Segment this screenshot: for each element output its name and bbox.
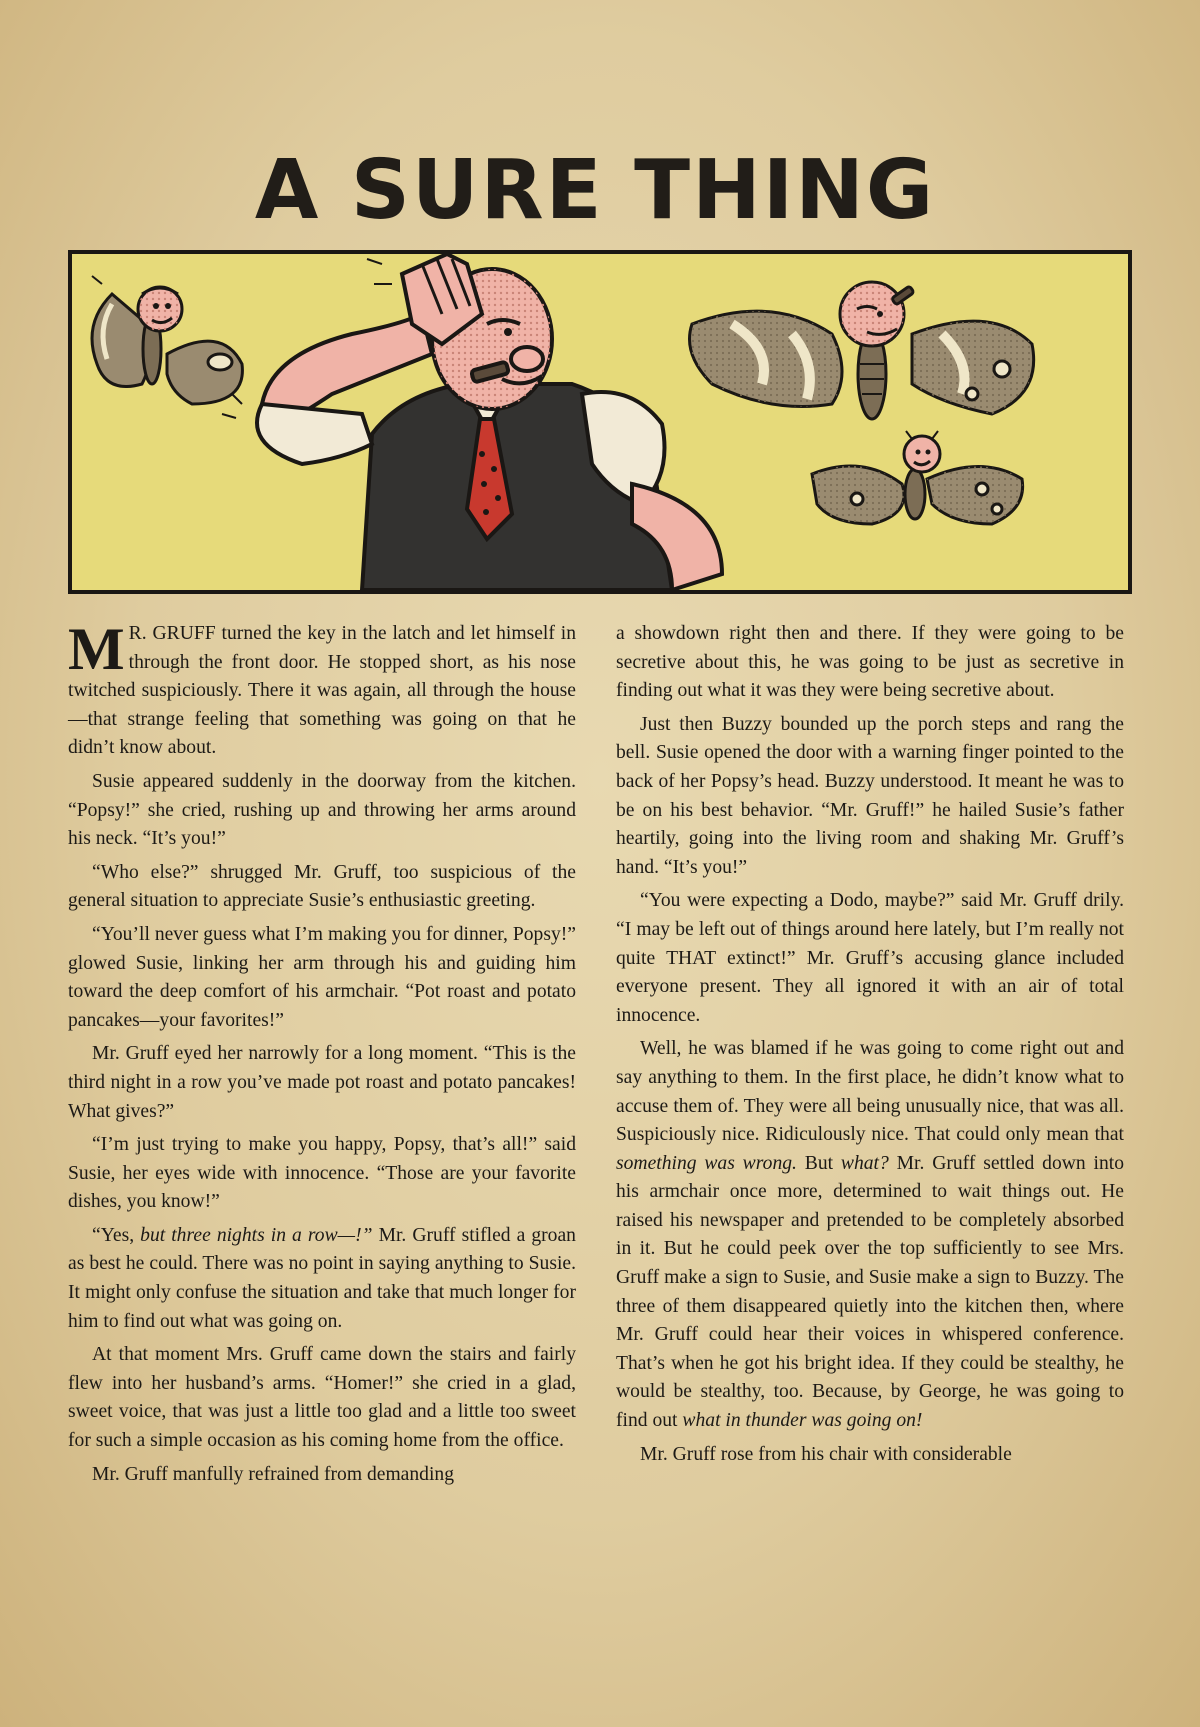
story-paragraph: Mr. Gruff manfully refrained from demanding: [92, 1463, 455, 1485]
story-paragraph: At that moment Mrs. Gruff came down the stairs and fairly flew into her husband’s arms. “Homer!” she cried in a glad, sweet voice, that was just a little too glad and a little too sweet for such a simple occasion as his coming home from the office.: [68, 1344, 576, 1452]
story-paragraph: a showdown right then and there. If they were going to be secretive about this, he was going to be just as secretive in finding out what it was they were being secretive about.: [616, 623, 1124, 702]
paragraph-text: Mr. Gruff stifled a groan as best he could. There was no point in saying anything to Susie. It might only confuse the situation and take that much longer for him to find out what was going on.: [68, 1224, 576, 1332]
story-paragraph: Mr. Gruff eyed her narrowly for a long moment. “This is the third night in a row you’ve made pot roast and potato pancakes! What gives?”: [68, 1043, 576, 1122]
drop-cap: M: [68, 616, 125, 682]
story-paragraph: [68, 616, 576, 763]
story-paragraph: “You were expecting a Dodo, maybe?” said Mr. Gruff drily. “I may be left out of things around here lately, but I’m really not quite THAT extinct!” Mr. Gruff’s accusing glance included everyone present. They all ignored it with an air of total innocence.: [616, 890, 1124, 1026]
story-paragraph: [68, 1222, 576, 1336]
opening-words: R. GRUFF: [128, 623, 216, 644]
story-paragraph: Mr. Gruff rose from his chair with considerable: [640, 1443, 1012, 1465]
italic-text: what?: [840, 1152, 889, 1174]
story-columns: [68, 616, 1124, 1705]
story-paragraph: “I’m just trying to make you happy, Popsy, that’s all!” said Susie, her eyes wide with innocence. “Those are your favorite dishes, you know!”: [68, 1134, 576, 1213]
story-illustration: [68, 250, 1132, 594]
paragraph-text: Well, he was blamed if he was going to come right out and say anything to them. In the first place, he didn’t know what to accuse them of. They were all being unusually nice, that was all. Suspiciously nice. Ridiculously nice. That could only mean that: [616, 1038, 1124, 1146]
story-column-right: [616, 620, 1124, 1705]
paragraph-text: “Yes,: [92, 1224, 141, 1246]
italic-text: something was wrong.: [616, 1152, 797, 1174]
story-paragraph: “Who else?” shrugged Mr. Gruff, too suspicious of the general situation to appreciate Susie’s enthusiastic greeting.: [68, 861, 576, 912]
story-paragraph: Susie appeared suddenly in the doorway from the kitchen. “Popsy!” she cried, rushing up and throwing her arms around his neck. “It’s you!”: [68, 770, 576, 850]
paragraph-text: But: [796, 1152, 841, 1174]
story-paragraph: [616, 1035, 1124, 1435]
story-paragraph: Just then Buzzy bounded up the porch steps and rang the bell. Susie opened the door with a warning finger pointed to the back of her Popsy’s head. Buzzy understood. It meant he was to be on his best behavior. “Mr. Gruff!” he hailed Susie’s father heartily, going into the living room and shaking Mr. Gruff’s hand. “It’s you!”: [616, 713, 1124, 878]
story-title: A SURE THING: [254, 143, 936, 238]
italic-text: what in thunder was going on!: [682, 1410, 923, 1432]
paragraph-text: Mr. Gruff settled down into his armchair once more, determined to wait things out. He raised his newspaper and pretended to be completely absorbed in it. But he could peek over the top sufficiently to see Mrs. Gruff make a sign to Susie, and Susie make a sign to Buzzy. The three of them disappeared quietly into the kitchen then, where Mr. Gruff could hear their voices in whispered conference. That’s when he got his bright idea. If they could be stealthy, he would be stealthy, too. Because, by George, he was going to find out: [616, 1152, 1124, 1432]
italic-text: but three nights in a row—!”: [140, 1224, 373, 1246]
paragraph-text: turned the key in the latch and let himself in through the front door. He stopped short, as his nose twitched suspiciously. There it was again, all through the house—that strange feeling that something was going on that he didn’t know about.: [68, 623, 576, 759]
story-paragraph: “You’ll never guess what I’m making you for dinner, Popsy!” glowed Susie, linking her arm through his and guiding him toward the deep comfort of his armchair. “Pot roast and potato pancakes—your favorites!”: [68, 923, 576, 1031]
story-column-left: [68, 616, 576, 1705]
illustration-art: [72, 254, 1128, 590]
